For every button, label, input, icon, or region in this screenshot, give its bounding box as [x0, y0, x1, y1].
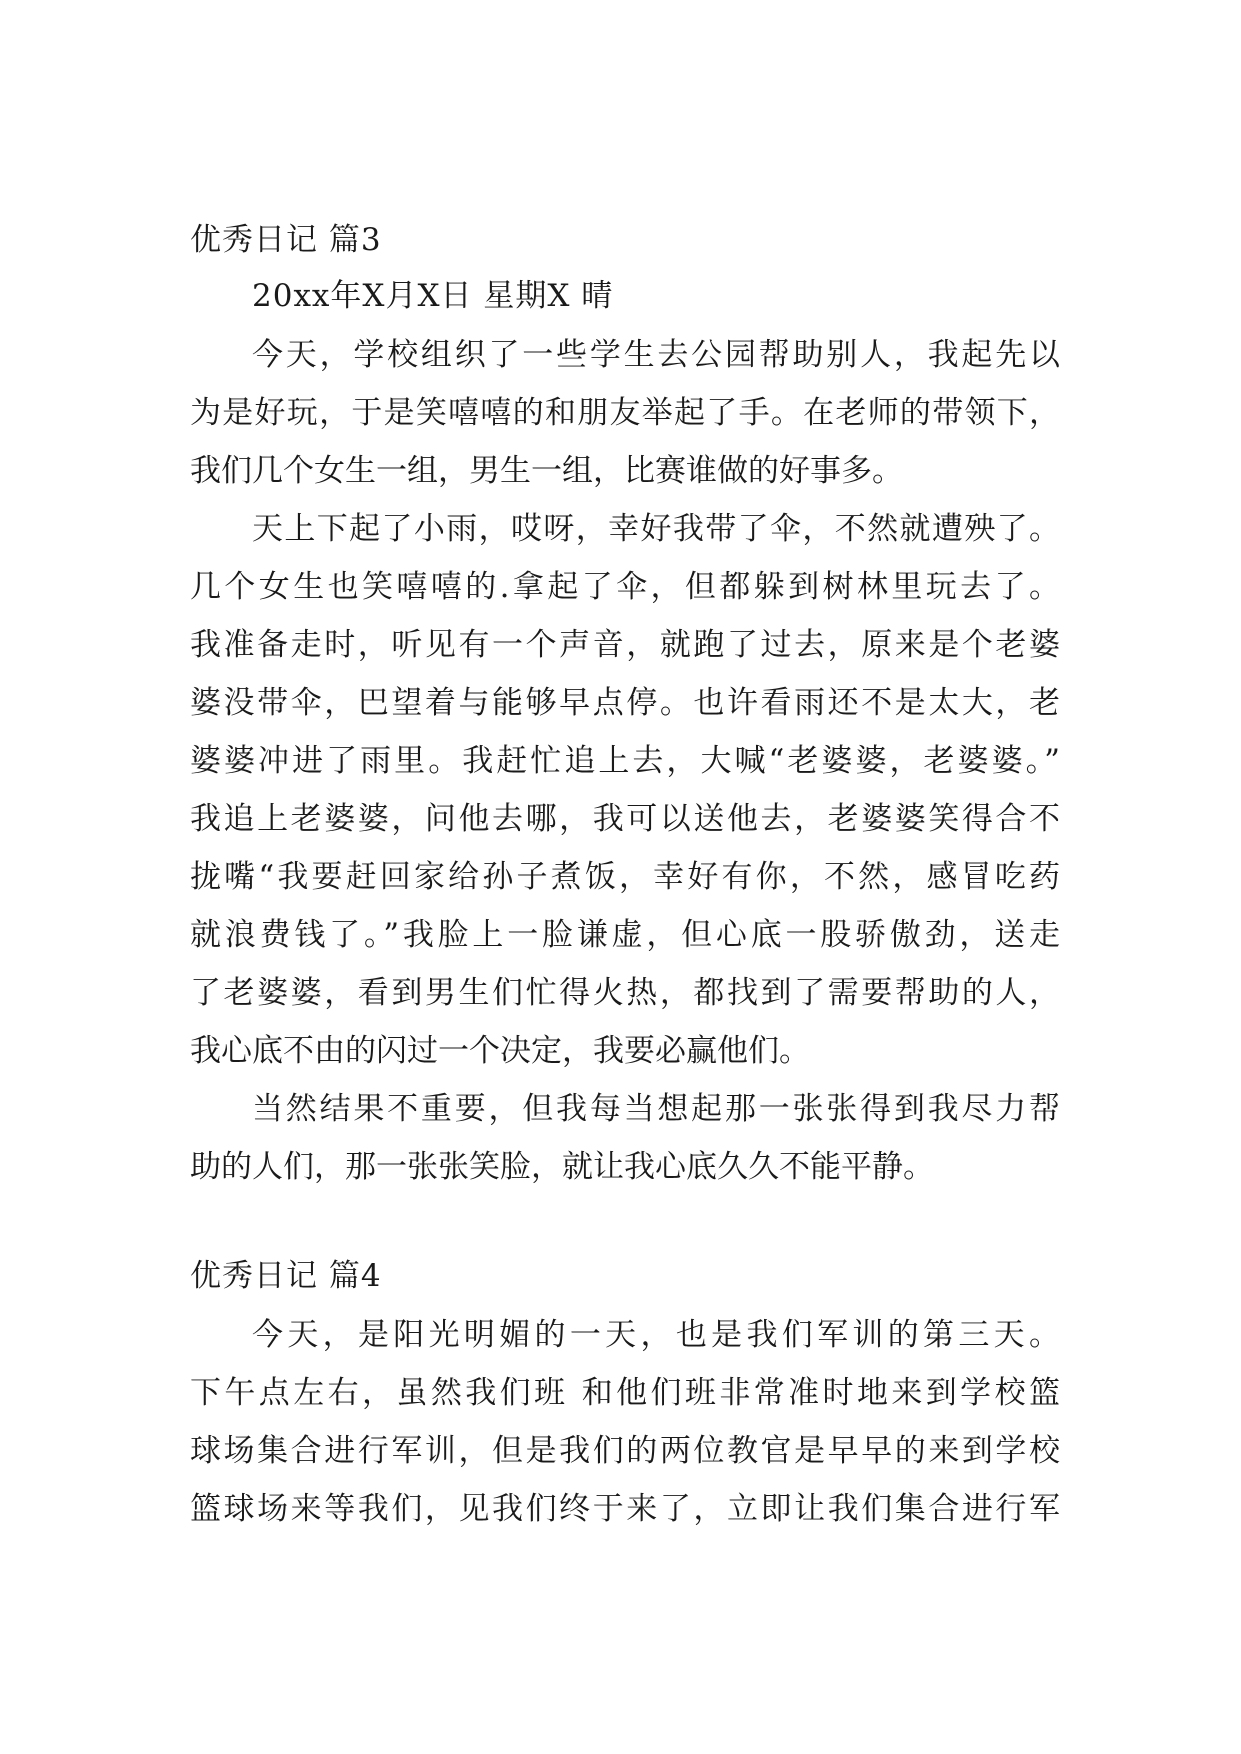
text-line: 婆没带伞，巴望着与能够早点停。也许看雨还不是太大，老	[190, 685, 1060, 721]
section-spacer	[190, 1196, 1060, 1256]
text-line: 我追上老婆婆，问他去哪，我可以送他去，老婆婆笑得合不	[190, 801, 1060, 837]
text-line: 篮球场来等我们，见我们终于来了，立即让我们集合进行军	[190, 1491, 1060, 1527]
diary-entry-4	[190, 1256, 1060, 1538]
document-body	[190, 220, 1060, 1538]
paragraph	[190, 1306, 1060, 1538]
text-line: 拢嘴“我要赶回家给孙子煮饭，幸好有你，不然，感冒吃药	[190, 859, 1060, 895]
text-line: 就浪费钱了。”我脸上一脸谦虚，但心底一股骄傲劲，送走	[190, 917, 1060, 953]
text-line: 球场集合进行军训，但是我们的两位教官是早早的来到学校	[190, 1433, 1060, 1469]
text-line: 婆婆冲进了雨里。我赶忙追上去，大喊“老婆婆，老婆婆。”	[190, 743, 1060, 779]
paragraph	[190, 500, 1060, 1080]
section-heading: 优秀日记 篇3	[190, 222, 382, 258]
section-heading: 优秀日记 篇4	[190, 1258, 382, 1294]
text-line: 今天，学校组织了一些学生去公园帮助别人，我起先以	[252, 337, 1060, 373]
diary-entry-3	[190, 220, 1060, 1196]
text-line: 下午点左右，虽然我们班 和他们班非常准时地来到学校篮	[190, 1375, 1060, 1411]
paragraph	[190, 326, 1060, 500]
text-line: 几个女生也笑嘻嘻的.拿起了伞，但都躲到树林里玩去了。	[190, 569, 1060, 605]
text-line: 我们几个女生一组，男生一组，比赛谁做的好事多。	[190, 453, 903, 489]
text-line: 我准备走时，听见有一个声音，就跑了过去，原来是个老婆	[190, 627, 1060, 663]
text-line: 天上下起了小雨，哎呀，幸好我带了伞，不然就遭殃了。	[252, 511, 1060, 547]
paragraph	[190, 1080, 1060, 1196]
date-line: 20xx年X月X日 星期X 晴	[252, 278, 614, 314]
text-line: 了老婆婆，看到男生们忙得火热，都找到了需要帮助的人，	[190, 975, 1060, 1011]
text-line: 今天，是阳光明媚的一天，也是我们军训的第三天。	[252, 1317, 1060, 1353]
text-line: 为是好玩，于是笑嘻嘻的和朋友举起了手。在老师的带领下，	[190, 395, 1060, 431]
text-line: 当然结果不重要，但我每当想起那一张张得到我尽力帮	[252, 1091, 1060, 1127]
text-line: 助的人们，那一张张笑脸，就让我心底久久不能平静。	[190, 1149, 934, 1185]
text-line: 我心底不由的闪过一个决定，我要必赢他们。	[190, 1033, 810, 1069]
